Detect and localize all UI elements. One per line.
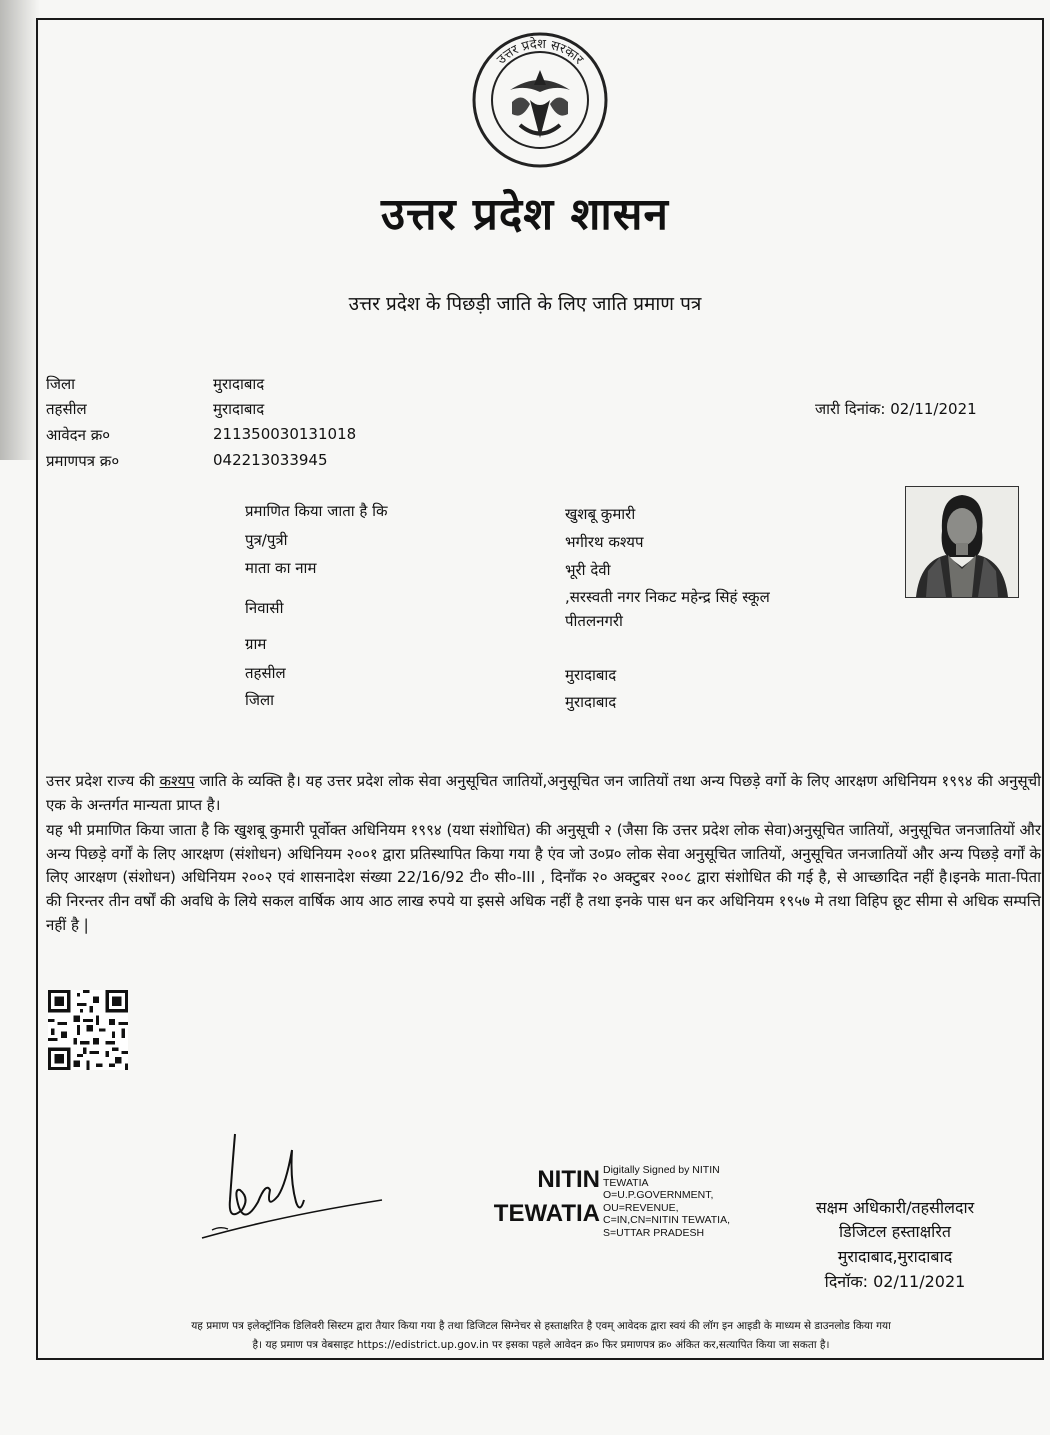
footer-line-2: है। यह प्रमाण पत्र वेबसाइट https://edistrict.up.gov.in पर इसका पहले आवेदन क्र० फिर प्रमाणपत्र क्र० अंकित कर,सत्यापित किया जा सकता है। — [252, 1339, 830, 1351]
parent-label: पुत्र/पुत्री — [245, 531, 288, 549]
detail-tehsil-value: मुरादाबाद — [565, 666, 617, 684]
signer-first-name: NITIN — [537, 1166, 600, 1193]
tehsil-value: मुरादाबाद — [213, 400, 265, 418]
tehsil-label: तहसील — [46, 400, 87, 418]
detail-district-label: जिला — [245, 691, 275, 709]
signature-meta-line: OU=REVENUE, — [603, 1201, 679, 1214]
certificate-number-value: 042213033945 — [213, 451, 328, 469]
digital-signature-details — [603, 1164, 773, 1239]
certified-label: प्रमाणित किया जाता है कि — [245, 502, 388, 520]
district-label: जिला — [46, 375, 76, 393]
officer-digital-signed: डिजिटल हस्ताक्षरित — [839, 1222, 951, 1241]
mother-label: माता का नाम — [245, 559, 317, 577]
certification-paragraph: यह भी प्रमाणित किया जाता है कि खुशबू कुमारी पूर्वोक्त अधिनियम १९९४ (यथा संशोधित) की अनुसूची २ (जैसा कि उत्तर प्रदेश लोक सेवा)अनुसूचित जातियों, अनुसूचित जनजातियों और अन्य पिछड़े वर्गों के लिए आरक्षण (संशोधन) अधिनियम २००१ द्वारा प्रतिस्थापित किया गया है एंव जो उ०प्र० लोक सेवा अनुसूचित जातियों, अनुसूचित जनजातियों और अन्य पिछड़े वर्गों के लिए आरक्षण (संशोधन) अधिनियम २००२ एवं शासनादेश संख्या 22/16/92 टी० सी०-III , दिनाँक २० अक्टुबर २००८ द्वारा संशोधित की गई है, से आच्छादित नहीं है।इनके माता-पिता की निरन्तर तीन वर्षों की अवधि के लिये सकल वार्षिक आय आठ लाख रुपये या इससे अधिक नहीं है तथा इनके पास धन कर अधिनियम १९५७ मे तथा विहिप छूट सीमा से अधिक सम्पत्ति नहीं है | — [46, 821, 1041, 934]
parent-name: भगीरथ कश्यप — [565, 533, 644, 551]
applicant-name: खुशबू कुमारी — [565, 505, 636, 523]
qr-code-icon — [48, 990, 128, 1070]
address-line-2: पीतलनगरी — [565, 612, 623, 630]
signature-meta-line: O=U.P.GOVERNMENT, — [603, 1189, 714, 1201]
address-line-1: ,सरस्वती नगर निकट महेन्द्र सिहं स्कूल — [565, 588, 770, 606]
footer-note — [44, 1317, 1038, 1355]
emblem-ring-text: उत्तर प्रदेश सरकार — [494, 36, 586, 68]
footer-line-1: यह प्रमाण पत्र इलेक्ट्रॉनिक डिलिवरी सिस्टम द्वारा तैयार किया गया है तथा डिजिटल सिग्नेचर से हस्ताक्षरित है एवम् आवेदक द्वारा स्वयं की लॉग इन आइडी के माध्यम से डाउनलोड किया गया — [191, 1320, 891, 1332]
officer-date: दिनॉक: 02/11/2021 — [824, 1272, 966, 1291]
handwritten-signature — [200, 1130, 390, 1245]
officer-location: मुरादाबाद,मुरादाबाद — [837, 1247, 953, 1266]
signature-meta-line: TEWATIA — [603, 1176, 649, 1189]
caste-paragraph — [46, 770, 1041, 817]
village-label: ग्राम — [245, 635, 267, 653]
up-government-emblem-icon — [470, 30, 610, 170]
caste-name: कश्यप — [159, 772, 195, 790]
detail-district-value: मुरादाबाद — [565, 693, 617, 711]
signature-meta-line: C=IN,CN=NITIN TEWATIA, — [603, 1214, 730, 1226]
application-number-value: 211350030131018 — [213, 425, 357, 443]
digital-signer-name — [478, 1163, 600, 1231]
mother-name: भूरी देवी — [565, 561, 611, 579]
signature-meta-line: S=UTTAR PRADESH — [603, 1226, 705, 1239]
application-number-label: आवेदन क्र० — [46, 426, 111, 444]
district-value: मुरादाबाद — [213, 375, 265, 393]
issue-date: जारी दिनांक: 02/11/2021 — [815, 400, 977, 418]
page-title: उत्तर प्रदेश शासन — [381, 189, 669, 240]
certificate-subtitle: उत्तर प्रदेश के पिछड़ी जाति के लिए जाति प्रमाण पत्र — [348, 293, 702, 315]
resident-label: निवासी — [245, 599, 284, 617]
applicant-photo — [905, 486, 1019, 598]
caste-paragraph-rest: जाति के व्यक्ति है। यह उत्तर प्रदेश लोक सेवा अनुसूचित जातियों,अनुसूचित जन जातियों तथा अन्य पिछड़े वर्गो के लिए आरक्षण अधिनियम १९९४ की अनुसूची एक के अन्तर्गत मान्यता प्राप्त है। — [46, 772, 1041, 814]
officer-designation: सक्षम अधिकारी/तहसीलदार — [815, 1198, 975, 1217]
person-photo-icon — [906, 487, 1018, 597]
caste-paragraph-intro: उत्तर प्रदेश राज्य की — [46, 772, 160, 790]
detail-tehsil-label: तहसील — [245, 664, 286, 682]
signature-meta-line: Digitally Signed by NITIN — [603, 1164, 720, 1176]
certificate-number-label: प्रमाणपत्र क्र० — [46, 452, 120, 470]
signer-last-name: TEWATIA — [493, 1200, 600, 1227]
